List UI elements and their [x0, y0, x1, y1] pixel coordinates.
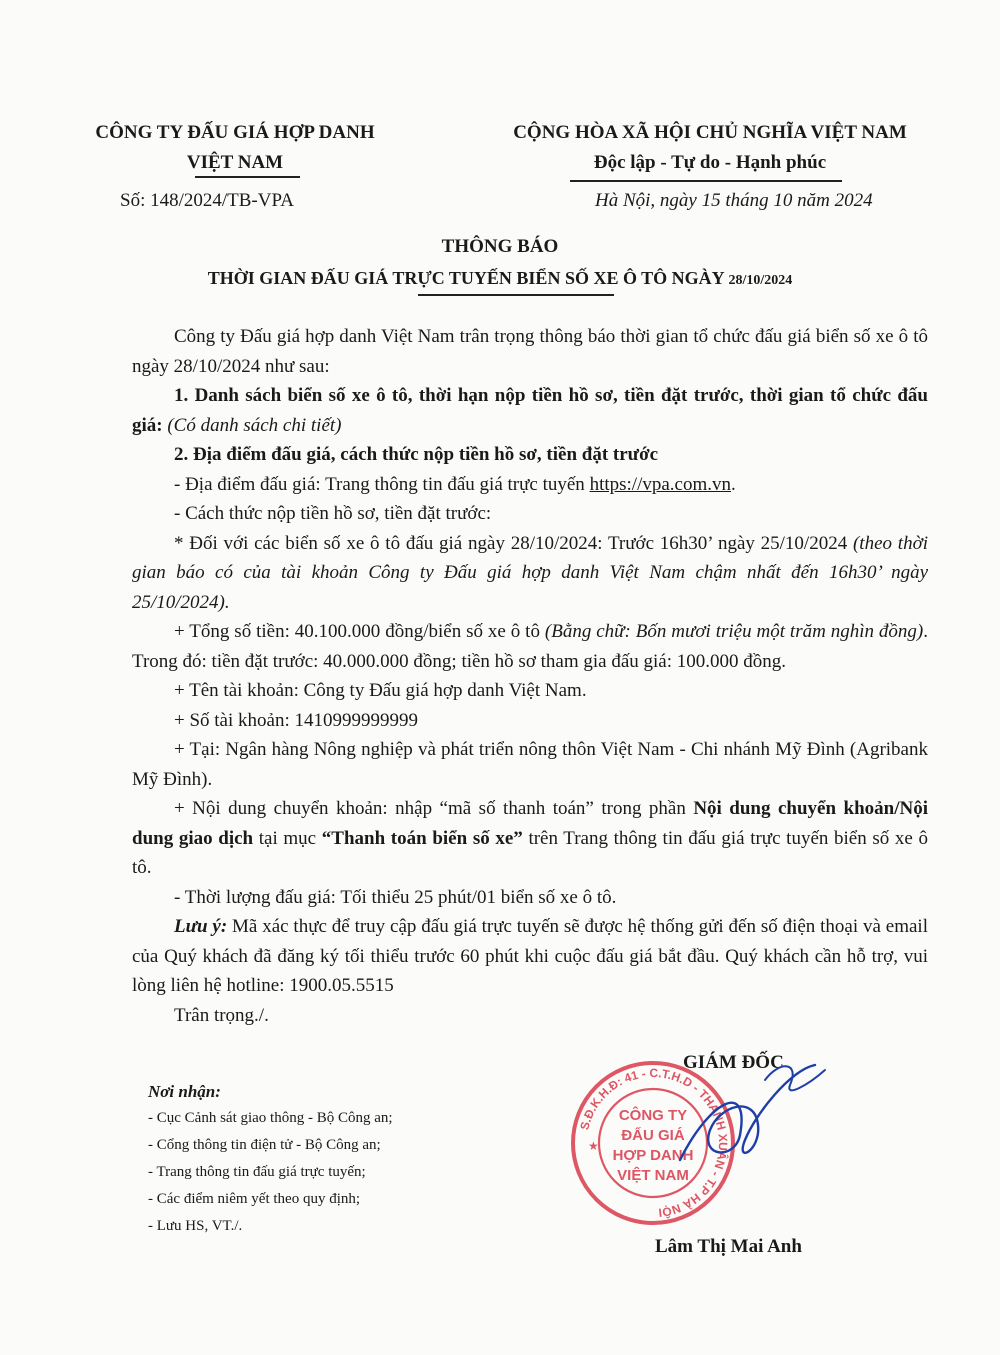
transfer-c: tại mục — [253, 827, 322, 849]
transfer-b: Nội dung chuyển khoản/Nội dung giao dịch — [132, 798, 928, 849]
seal-line-4: VIỆT NAM — [617, 1167, 689, 1184]
signer-role: GIÁM ĐỐC — [683, 1052, 784, 1073]
note-paragraph — [132, 912, 928, 1001]
republic-title: CỘNG HÒA XÃ HỘI CHỦ NGHĨA VIỆT NAM — [513, 122, 907, 143]
deadline-paragraph — [132, 529, 928, 618]
place-date: Hà Nội, ngày 15 tháng 10 năm 2024 — [595, 190, 873, 211]
recipient-item: - Cổng thông tin điện tử - Bộ Công an; — [148, 1137, 381, 1153]
seal-line-2: ĐẤU GIÁ — [621, 1127, 685, 1144]
bank-paragraph: + Tại: Ngân hàng Nông nghiệp và phát triển nông thôn Việt Nam - Chi nhánh Mỹ Đình (Agribank Mỹ Đình). — [132, 739, 928, 790]
transfer-a: + Nội dung chuyển khoản: nhập “mã số thanh toán” trong phần — [174, 798, 694, 819]
org-name — [70, 118, 400, 178]
item-1 — [132, 381, 928, 440]
recipients-block — [148, 1078, 568, 1240]
recipient-item: - Các điểm niêm yết theo quy định; — [148, 1191, 361, 1207]
motto-underline — [570, 180, 842, 182]
seal-line-3: HỢP DANH — [612, 1147, 694, 1164]
seal-line-1: CÔNG TY — [618, 1107, 688, 1124]
total-in-words: (Bằng chữ: Bốn mươi triệu một trăm nghìn đồng) — [539, 621, 924, 642]
handwritten-signature — [640, 1040, 840, 1190]
account-name-line: + Tên tài khoản: Công ty Đấu giá hợp danh Việt Nam. — [174, 680, 587, 701]
transfer-d: “Thanh toán biển số xe” — [321, 827, 523, 849]
notice-subtitle — [0, 268, 1000, 289]
title-underline — [418, 294, 614, 296]
transfer-content-paragraph — [132, 794, 928, 883]
total-main: + Tổng số tiền: 40.100.000 đồng/biển số xe ô tô — [174, 621, 540, 642]
signer-name: Lâm Thị Mai Anh — [655, 1236, 802, 1257]
notice-subtitle-date: 28/10/2024 — [728, 273, 793, 288]
doc-number: Số: 148/2024/TB-VPA — [120, 190, 295, 211]
seal-ring-textpath: S.Đ.K.H.Đ: 41 - C.T.H.D - THANH XUÂN - T.P HÀ NỘI — [577, 1065, 731, 1220]
intro-paragraph: Công ty Đấu giá hợp danh Việt Nam trân trọng thông báo thời gian tổ chức đấu giá biển số xe ô tô ngày 28/10/2024 như sau: — [132, 326, 928, 377]
org-name-underline — [195, 176, 300, 178]
notice-subtitle-text: THỜI GIAN ĐẤU GIÁ TRỰC TUYẾN BIỂN SỐ XE Ô TÔ NGÀY — [207, 268, 724, 288]
total-breakdown: . Trong đó: tiền đặt trước: 40.000.000 đồng; tiền hồ sơ tham gia đấu giá: 100.000 đồng. — [132, 621, 928, 672]
location-prefix: - Địa điểm đấu giá: Trang thông tin đấu giá trực tuyến — [174, 473, 590, 495]
motto: Độc lập - Tự do - Hạnh phúc — [593, 152, 827, 173]
deadline-main: * Đối với các biển số xe ô tô đấu giá ngày 28/10/2024: Trước 16h30’ ngày 25/10/2024 — [174, 532, 848, 554]
notice-title: THÔNG BÁO — [441, 236, 559, 257]
account-number-line: + Số tài khoản: 1410999999999 — [174, 709, 418, 731]
item-1-heading: 1. Danh sách biển số xe ô tô, thời hạn nộp tiền hồ sơ, tiền đặt trước, thời gian tổ chức đấu giá: — [132, 385, 928, 436]
total-amount-paragraph — [132, 617, 928, 676]
note-label: Lưu ý: — [174, 916, 228, 937]
notice-body — [132, 322, 928, 1030]
recipient-item: - Lưu HS, VT./. — [148, 1218, 243, 1234]
duration-line: - Thời lượng đấu giá: Tối thiểu 25 phút/01 biển số xe ô tô. — [174, 886, 617, 908]
payment-method-line: - Cách thức nộp tiền hồ sơ, tiền đặt trước: — [174, 503, 492, 524]
recipient-item: - Trang thông tin đấu giá trực tuyến; — [148, 1164, 366, 1180]
item-2-heading: 2. Địa điểm đấu giá, cách thức nộp tiền hồ sơ, tiền đặt trước — [174, 444, 659, 465]
recipients-title: Nơi nhận: — [148, 1082, 221, 1101]
auction-website-link[interactable]: https://vpa.com.vn — [589, 473, 731, 495]
item-1-note: (Có danh sách chi tiết) — [162, 414, 342, 436]
org-name-line1: CÔNG TY ĐẤU GIÁ HỢP DANH — [95, 122, 375, 143]
closing-line: Trân trọng./. — [174, 1004, 269, 1026]
note-text: Mã xác thực để truy cập đấu giá trực tuyến sẽ được hệ thống gửi đến số điện thoại và email của Quý khách đã đăng ký tối thiểu trước 60 phút khi cuộc đấu giá bắt đầu. Quý khách cần hỗ trợ, vui lòng liên hệ hotline: 1900.05.5515 — [132, 916, 928, 996]
deadline-note: (theo thời gian báo có của tài khoản Công ty Đấu giá hợp danh Việt Nam chậm nhất đến 16h30’ ngày 25/10/2024). — [132, 532, 928, 613]
location-suffix: . — [731, 473, 736, 495]
org-name-line2: VIỆT NAM — [186, 152, 284, 173]
transfer-e: trên Trang thông tin đấu giá trực tuyến biển số xe ô tô. — [132, 827, 929, 878]
location-line — [132, 470, 928, 500]
recipient-item: - Cục Cảnh sát giao thông - Bộ Công an; — [148, 1110, 393, 1126]
seal-star-icon: ★ — [588, 1139, 599, 1153]
